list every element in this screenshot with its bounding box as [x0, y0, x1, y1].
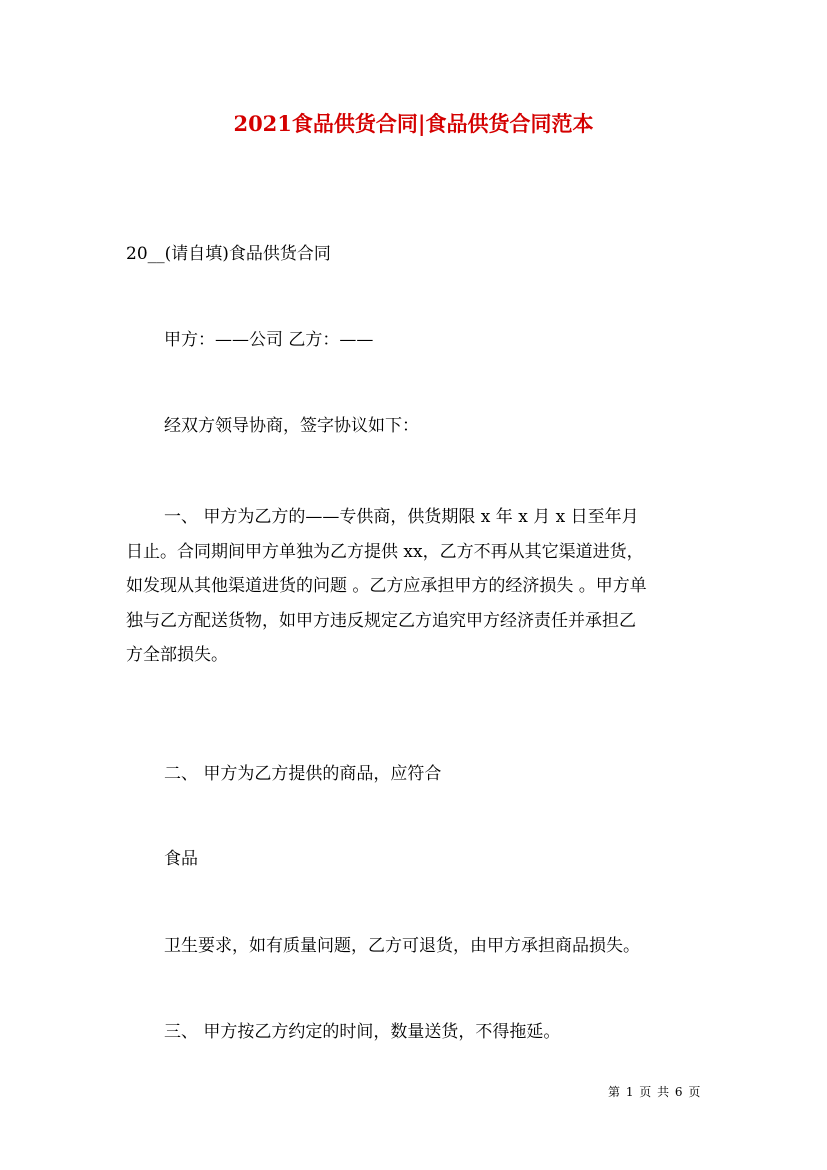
page-indicator: 第 1 页 共 6 页 [608, 1085, 701, 1099]
contract-heading: 20__(请自填)食品供货合同 [126, 244, 331, 264]
contract-intro: 经双方领导协商，签字协议如下： [164, 416, 419, 436]
clause-2-hygiene: 卫生要求，如有质量问题，乙方可退货，由甲方承担商品损失。 [164, 936, 640, 956]
clause-2: 二、 甲方为乙方提供的商品，应符合 [164, 764, 442, 784]
clause-2-food: 食品 [164, 849, 198, 869]
clause-1 [126, 500, 716, 673]
clause-3: 三、 甲方按乙方约定的时间，数量送货，不得拖延。 [164, 1022, 561, 1042]
clause-1-line: 一、 甲方为乙方的——专供商，供货期限 x 年 x 月 x 日至年月 [164, 507, 639, 527]
contract-parties: 甲方：——公司 乙方：—— [164, 330, 374, 350]
page-title: 2021食品供货合同|食品供货合同范本 [233, 111, 594, 136]
clause-1-line: 日止。合同期间甲方单独为乙方提供 xx，乙方不再从其它渠道进货， [126, 541, 644, 562]
clause-1-line: 如发现从其他渠道进货的问题 。乙方应承担甲方的经济损失 。甲方单 [126, 576, 647, 596]
clause-1-line: 方全部损失。 [126, 645, 228, 665]
clause-1-line: 独与乙方配送货物，如甲方违反规定乙方追究甲方经济责任并承担乙 [126, 610, 636, 631]
